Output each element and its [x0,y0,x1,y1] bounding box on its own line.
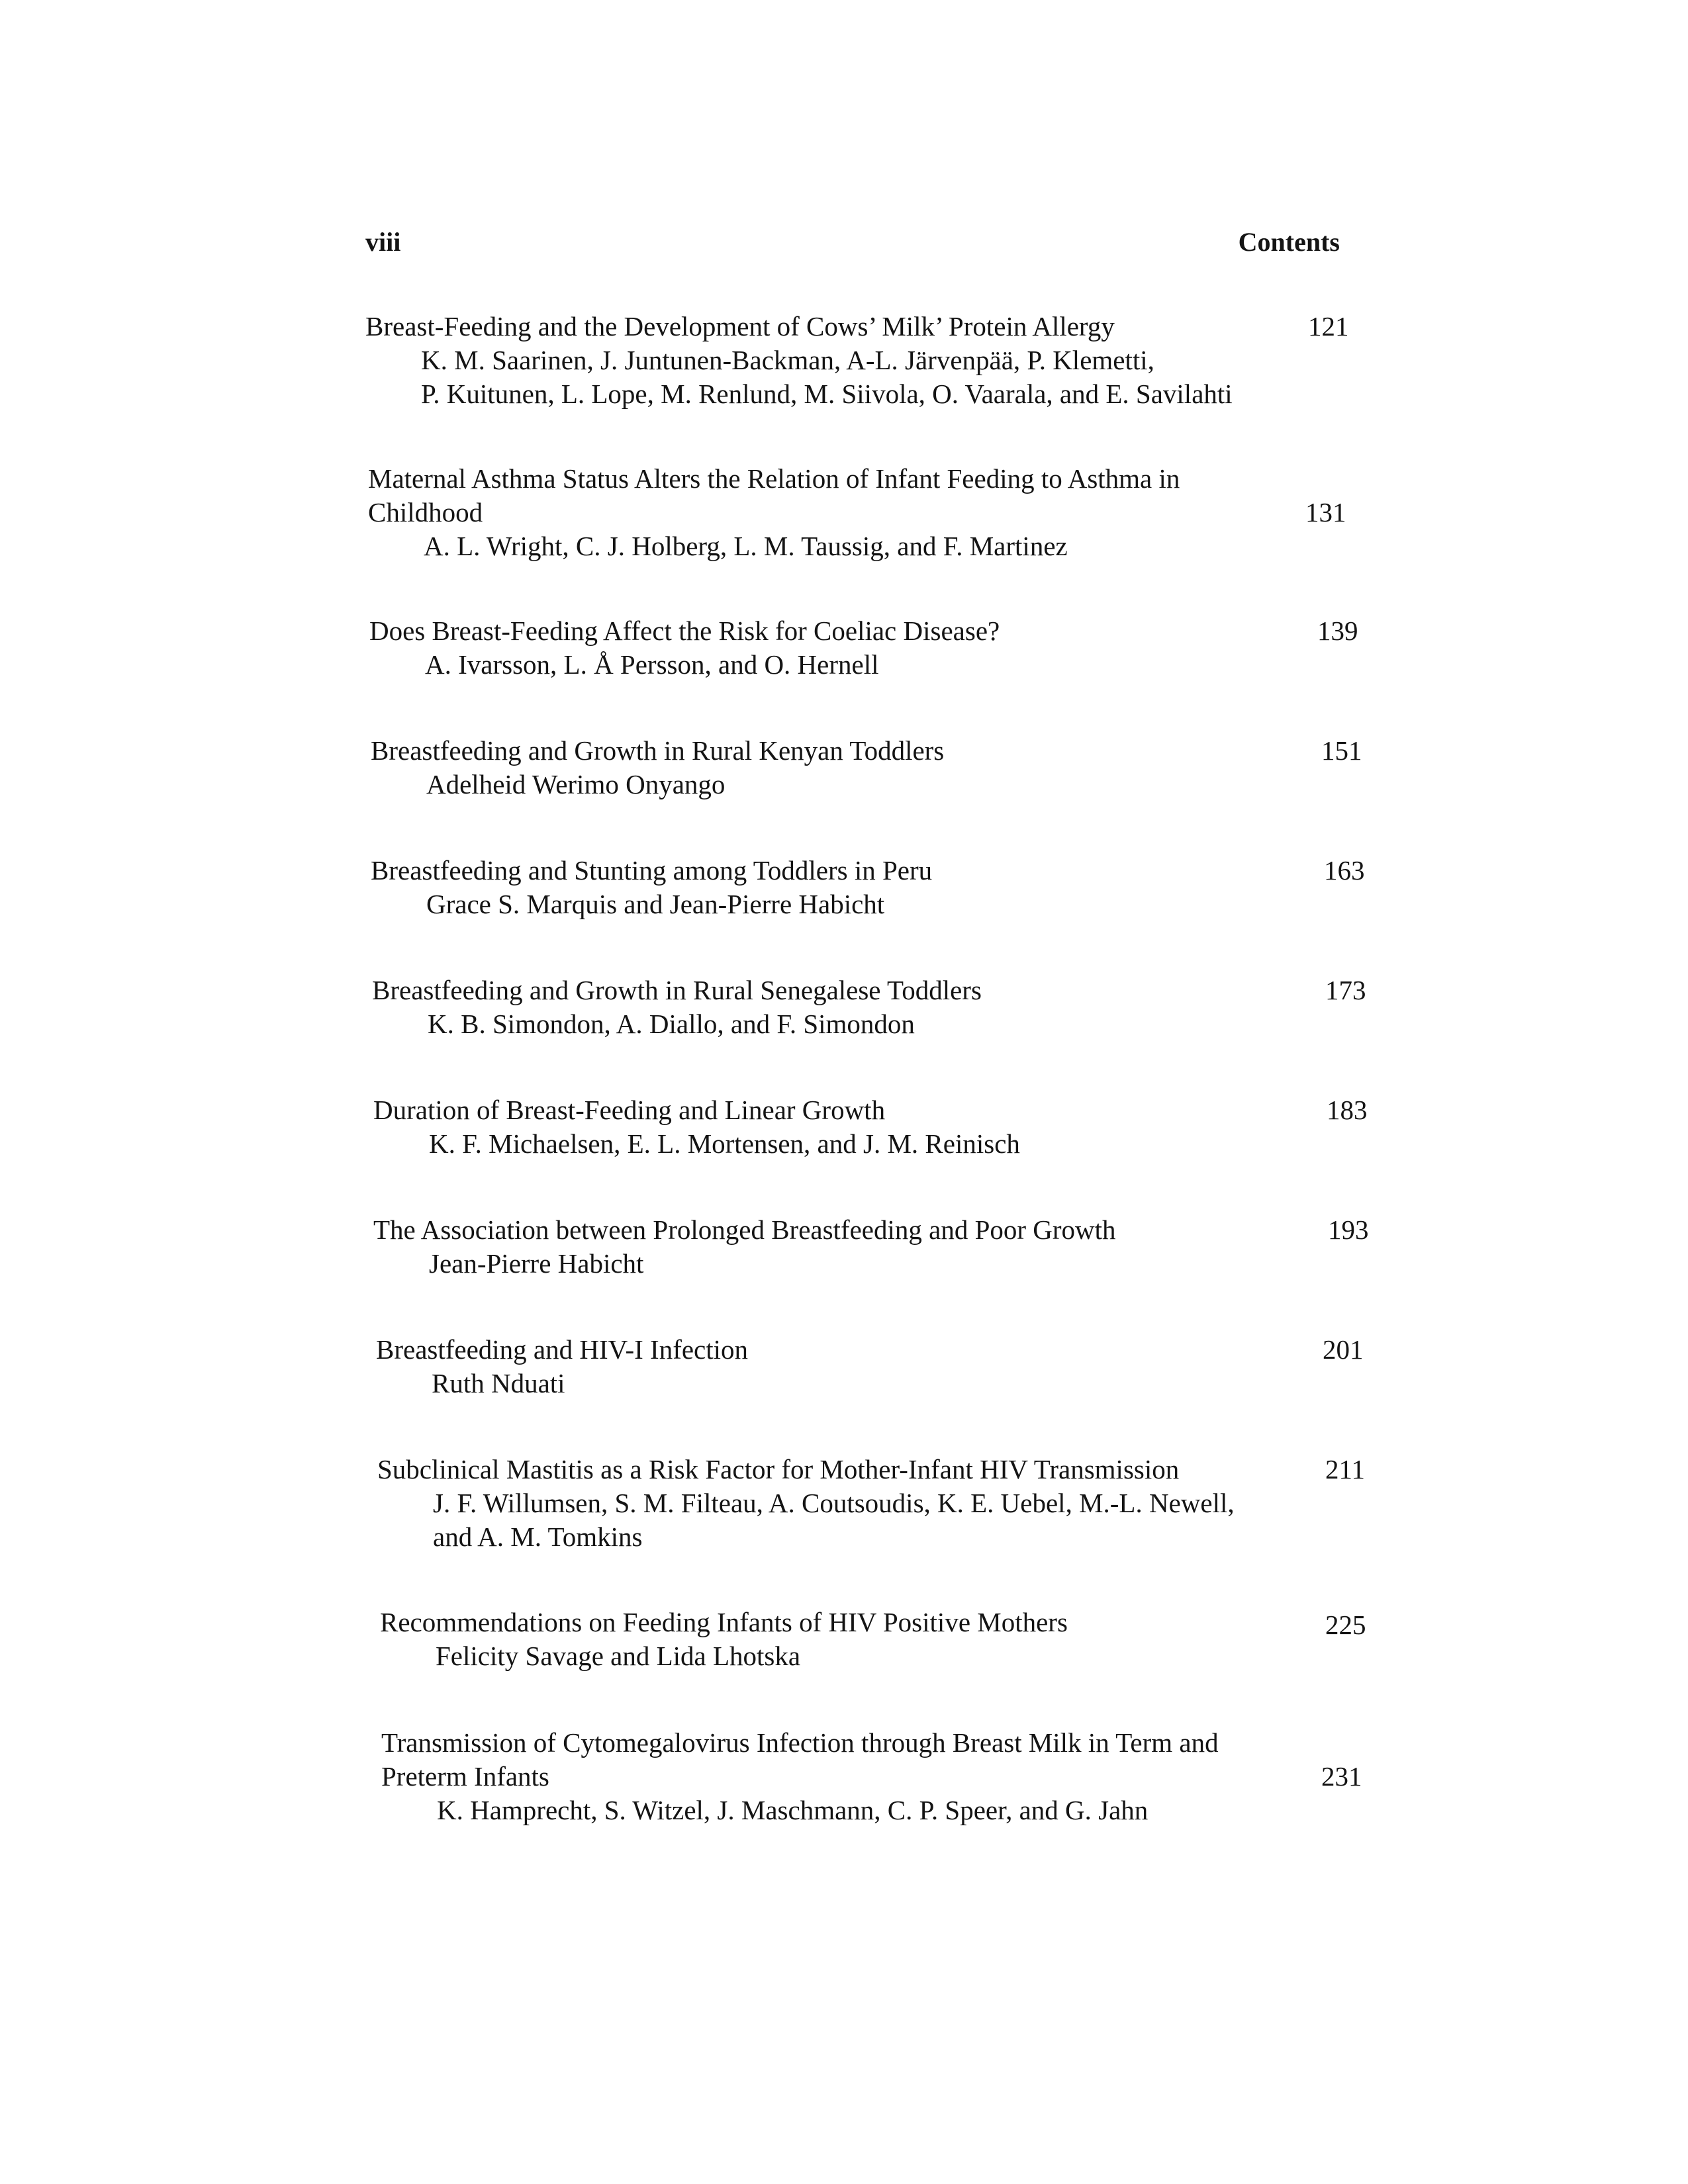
entry-title: Maternal Asthma Status Alters the Relation of Infant Feeding to Asthma in [368,463,1180,494]
entry-title: Does Breast-Feeding Affect the Risk for Coeliac Disease? [369,615,1000,646]
entry-authors: Felicity Savage and Lida Lhotska [436,1641,801,1671]
entry-title-continued: Childhood [368,497,483,527]
entry-title: Recommendations on Feeding Infants of HIV Positive Mothers [380,1607,1068,1637]
entry-authors: K. Hamprecht, S. Witzel, J. Maschmann, C. P. Speer, and G. Jahn [437,1795,1149,1825]
entry-title: Breastfeeding and HIV-I Infection [376,1334,749,1365]
toc-entry [372,974,1391,1041]
entry-authors: K. F. Michaelsen, E. L. Mortensen, and J. M. Reinisch [429,1128,1020,1159]
entry-page-number: 139 [1317,615,1358,646]
toc-entry [371,854,1390,921]
entry-page-number: 151 [1321,735,1362,766]
toc-entry [365,310,1385,411]
toc-entry [381,1726,1401,1827]
toc-entry [371,734,1390,801]
entry-authors: A. L. Wright, C. J. Holberg, L. M. Taussig, and F. Martinez [424,531,1068,561]
entry-page-number: 225 [1325,1610,1366,1640]
entry-authors: J. F. Willumsen, S. M. Filteau, A. Coutsoudis, K. E. Uebel, M.-L. Newell, and A. M. Tomkins [433,1488,1235,1552]
entry-title: Breastfeeding and Growth in Rural Kenyan Toddlers [371,735,945,766]
entry-page-number: 121 [1308,311,1349,341]
toc-entry [373,1213,1393,1281]
toc-entry [369,614,1389,682]
entry-authors: Grace S. Marquis and Jean-Pierre Habicht [426,889,885,919]
entry-title: The Association between Prolonged Breastfeeding and Poor Growth [373,1214,1116,1245]
entry-title: Transmission of Cytomegalovirus Infection through Breast Milk in Term and [381,1727,1219,1758]
entry-authors: K. B. Simondon, A. Diallo, and F. Simondon [428,1009,915,1039]
entry-page-number: 173 [1325,975,1366,1005]
entry-page-number: 211 [1325,1454,1365,1484]
entry-title: Subclinical Mastitis as a Risk Factor for Mother-Infant HIV Transmission [377,1454,1180,1484]
running-head-page-number: viii [365,227,401,257]
entry-page-number: 131 [1305,497,1346,527]
entry-authors: K. M. Saarinen, J. Juntunen-Backman, A-L. Järvenpää, P. Klemetti, P. Kuitunen, L. Lope, M. Renlund, M. Siivola, O. Vaarala, and E. Savilahti [421,345,1233,409]
toc-entry [380,1606,1399,1673]
entry-title: Duration of Breast-Feeding and Linear Growth [373,1095,886,1125]
toc-entry [373,1093,1393,1161]
toc-entry [376,1333,1395,1400]
entry-authors: Ruth Nduati [432,1368,565,1398]
running-head-section-title: Contents [1238,227,1340,257]
entry-page-number: 163 [1324,855,1365,886]
entry-page-number: 183 [1327,1095,1368,1125]
entry-title: Breastfeeding and Growth in Rural Senegalese Toddlers [372,975,982,1005]
toc-entry [368,462,1387,563]
entry-authors: Adelheid Werimo Onyango [426,769,726,799]
entry-page-number: 201 [1323,1334,1364,1365]
toc-entry [377,1453,1397,1554]
entry-page-number: 231 [1321,1761,1362,1792]
entry-page-number: 193 [1328,1214,1369,1245]
entry-authors: A. Ivarsson, L. Å Persson, and O. Hernell [425,649,879,680]
entry-title-continued: Preterm Infants [381,1761,549,1792]
entry-authors: Jean-Pierre Habicht [429,1248,644,1279]
entry-title: Breast-Feeding and the Development of Cows’ Milk’ Protein Allergy [365,311,1115,341]
entry-title: Breastfeeding and Stunting among Toddlers in Peru [371,855,933,886]
